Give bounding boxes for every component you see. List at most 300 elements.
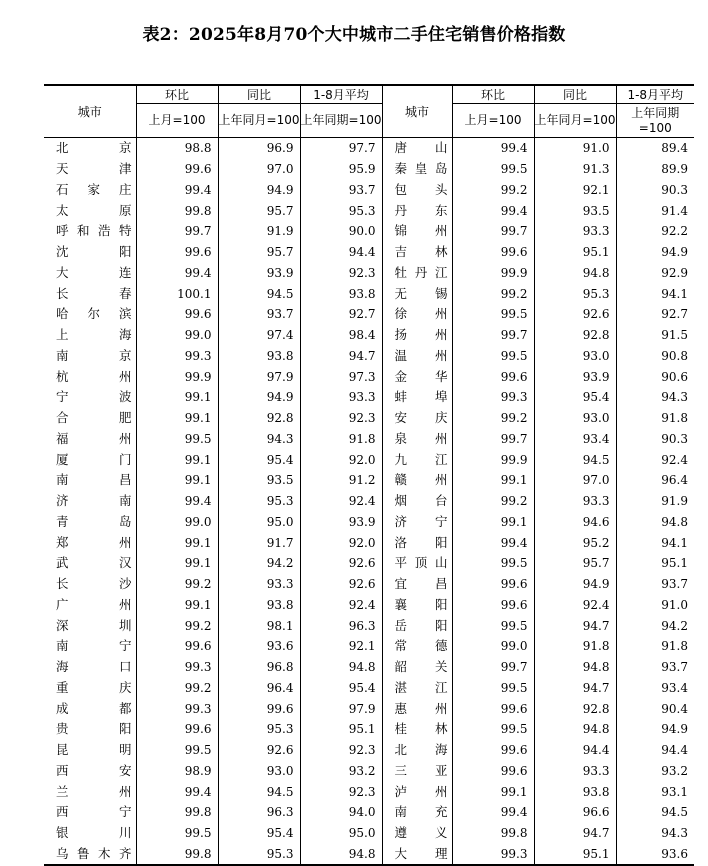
avg-value-left: 95.4	[300, 678, 382, 699]
yoy-value-left: 94.9	[218, 180, 300, 201]
city-name-left: 太原	[56, 202, 132, 218]
city-name-left: 兰州	[56, 783, 132, 799]
price-index-table	[44, 84, 694, 866]
yoy-value-left: 95.7	[218, 200, 300, 221]
mom-value-left: 98.9	[136, 761, 218, 782]
table-row	[44, 823, 694, 844]
mom-value-left: 99.3	[136, 346, 218, 367]
mom-value-right: 99.7	[452, 325, 534, 346]
yoy-value-left: 97.4	[218, 325, 300, 346]
city-name-right: 泉州	[382, 429, 452, 450]
city-name-left: 南昌	[56, 472, 132, 488]
avg-value-right: 93.2	[616, 761, 694, 782]
city-name-left: 上海	[56, 327, 132, 343]
mom-value-right: 99.5	[452, 553, 534, 574]
yoy-value-right: 95.4	[534, 387, 616, 408]
city-name-left: 青岛	[56, 513, 132, 529]
table-row	[44, 242, 694, 263]
avg-value-left: 93.2	[300, 761, 382, 782]
city-name-right: 湛江	[382, 678, 452, 699]
mom-value-right: 99.6	[452, 761, 534, 782]
yoy-value-right: 94.7	[534, 823, 616, 844]
yoy-value-left: 93.8	[218, 346, 300, 367]
mom-value-left: 99.4	[136, 491, 218, 512]
avg-value-right: 94.9	[616, 242, 694, 263]
avg-value-right: 92.4	[616, 449, 694, 470]
yoy-value-right: 94.8	[534, 263, 616, 284]
avg-value-left: 92.6	[300, 553, 382, 574]
yoy-value-left: 96.8	[218, 657, 300, 678]
yoy-value-right: 91.3	[534, 159, 616, 180]
table-row	[44, 387, 694, 408]
city-name-left: 长春	[56, 285, 132, 301]
mom-value-left: 99.3	[136, 698, 218, 719]
avg-value-right: 92.9	[616, 263, 694, 284]
yoy-value-left: 94.9	[218, 387, 300, 408]
mom-value-left: 99.8	[136, 802, 218, 823]
avg-value-right: 93.4	[616, 678, 694, 699]
mom-value-right: 99.5	[452, 678, 534, 699]
mom-value-left: 99.2	[136, 678, 218, 699]
table-row	[44, 366, 694, 387]
page-title: 表2：2025年8月70个大中城市二手住宅销售价格指数	[142, 25, 566, 45]
column-subheader-yoy-right: 上年同月=100	[534, 104, 616, 138]
yoy-value-right: 93.5	[534, 200, 616, 221]
yoy-value-left: 92.8	[218, 408, 300, 429]
yoy-value-right: 94.9	[534, 574, 616, 595]
avg-value-right: 94.3	[616, 387, 694, 408]
mom-value-left: 99.5	[136, 429, 218, 450]
avg-value-right: 89.4	[616, 138, 694, 159]
table-row	[44, 263, 694, 284]
mom-value-right: 99.3	[452, 387, 534, 408]
mom-value-right: 99.7	[452, 657, 534, 678]
mom-value-right: 99.2	[452, 408, 534, 429]
avg-value-left: 92.0	[300, 449, 382, 470]
avg-value-left: 92.4	[300, 491, 382, 512]
city-name-left: 沈阳	[56, 244, 132, 260]
avg-value-right: 91.9	[616, 491, 694, 512]
city-name-right: 烟台	[382, 491, 452, 512]
city-name-left: 天津	[56, 161, 132, 177]
mom-value-right: 99.5	[452, 615, 534, 636]
mom-value-left: 99.1	[136, 595, 218, 616]
mom-value-right: 99.6	[452, 698, 534, 719]
mom-value-left: 100.1	[136, 283, 218, 304]
city-name-left: 成都	[56, 700, 132, 716]
mom-value-right: 99.6	[452, 242, 534, 263]
city-name-right: 济宁	[382, 512, 452, 533]
city-name-right: 蚌埠	[382, 387, 452, 408]
avg-value-left: 92.1	[300, 636, 382, 657]
city-name-right: 温州	[382, 346, 452, 367]
yoy-value-right: 95.1	[534, 844, 616, 866]
yoy-value-right: 94.8	[534, 657, 616, 678]
table-row	[44, 221, 694, 242]
city-name-right: 遵义	[382, 823, 452, 844]
table-row	[44, 761, 694, 782]
mom-value-left: 98.8	[136, 138, 218, 159]
mom-value-right: 99.1	[452, 512, 534, 533]
yoy-value-right: 92.1	[534, 180, 616, 201]
yoy-value-right: 96.6	[534, 802, 616, 823]
avg-value-left: 93.8	[300, 283, 382, 304]
avg-value-left: 92.4	[300, 595, 382, 616]
yoy-value-left: 94.5	[218, 781, 300, 802]
yoy-value-left: 93.0	[218, 761, 300, 782]
city-name-right: 常德	[382, 636, 452, 657]
table-row	[44, 615, 694, 636]
avg-value-right: 90.3	[616, 180, 694, 201]
city-name-right: 赣州	[382, 470, 452, 491]
yoy-value-left: 97.9	[218, 366, 300, 387]
yoy-value-left: 93.3	[218, 574, 300, 595]
mom-value-right: 99.8	[452, 823, 534, 844]
table-row	[44, 180, 694, 201]
city-name-right: 洛阳	[382, 532, 452, 553]
yoy-value-left: 93.5	[218, 470, 300, 491]
avg-value-left: 94.8	[300, 657, 382, 678]
yoy-value-left: 95.3	[218, 719, 300, 740]
yoy-value-right: 91.8	[534, 636, 616, 657]
city-name-left: 海口	[56, 659, 132, 675]
city-name-right: 锦州	[382, 221, 452, 242]
avg-value-right: 94.3	[616, 823, 694, 844]
table-row	[44, 491, 694, 512]
avg-value-left: 94.4	[300, 242, 382, 263]
avg-value-left: 95.0	[300, 823, 382, 844]
avg-value-right: 90.3	[616, 429, 694, 450]
avg-value-left: 94.0	[300, 802, 382, 823]
yoy-value-right: 94.4	[534, 740, 616, 761]
avg-value-right: 95.1	[616, 553, 694, 574]
table-row	[44, 283, 694, 304]
city-name-right: 包头	[382, 180, 452, 201]
mom-value-left: 99.1	[136, 532, 218, 553]
mom-value-right: 99.5	[452, 159, 534, 180]
mom-value-right: 99.4	[452, 532, 534, 553]
table-row	[44, 346, 694, 367]
mom-value-right: 99.2	[452, 283, 534, 304]
yoy-value-right: 91.0	[534, 138, 616, 159]
city-name-left: 厦门	[56, 451, 132, 467]
city-name-left: 广州	[56, 596, 132, 612]
mom-value-left: 99.6	[136, 719, 218, 740]
column-header-avg-left: 1-8月平均	[300, 85, 382, 104]
column-subheader-mom-right: 上月=100	[452, 104, 534, 138]
table-row	[44, 553, 694, 574]
city-name-left: 济南	[56, 493, 132, 509]
city-name-left: 西宁	[56, 804, 132, 820]
table-row	[44, 802, 694, 823]
table-row	[44, 512, 694, 533]
avg-value-right: 94.9	[616, 719, 694, 740]
yoy-value-left: 98.1	[218, 615, 300, 636]
city-name-right: 泸州	[382, 781, 452, 802]
column-header-yoy-right: 同比	[534, 85, 616, 104]
yoy-value-left: 93.7	[218, 304, 300, 325]
avg-value-left: 92.6	[300, 574, 382, 595]
avg-value-left: 97.3	[300, 366, 382, 387]
avg-value-left: 90.0	[300, 221, 382, 242]
city-name-right: 唐山	[382, 138, 452, 159]
yoy-value-right: 95.3	[534, 283, 616, 304]
city-name-left: 宁波	[56, 389, 132, 405]
mom-value-left: 99.3	[136, 657, 218, 678]
yoy-value-right: 92.8	[534, 325, 616, 346]
table-row	[44, 698, 694, 719]
city-name-right: 惠州	[382, 698, 452, 719]
mom-value-right: 99.5	[452, 719, 534, 740]
avg-value-right: 94.4	[616, 740, 694, 761]
yoy-value-right: 93.3	[534, 221, 616, 242]
city-name-right: 吉林	[382, 242, 452, 263]
yoy-value-left: 96.4	[218, 678, 300, 699]
mom-value-right: 99.3	[452, 844, 534, 866]
avg-value-right: 91.5	[616, 325, 694, 346]
mom-value-left: 99.6	[136, 242, 218, 263]
avg-value-right: 92.2	[616, 221, 694, 242]
yoy-value-left: 91.7	[218, 532, 300, 553]
table-row	[44, 408, 694, 429]
yoy-value-right: 93.3	[534, 491, 616, 512]
avg-value-left: 97.7	[300, 138, 382, 159]
city-name-right: 秦皇岛	[382, 159, 452, 180]
avg-value-left: 91.2	[300, 470, 382, 491]
mom-value-right: 99.4	[452, 200, 534, 221]
yoy-value-right: 97.0	[534, 470, 616, 491]
city-name-right: 大理	[382, 844, 452, 866]
column-subheader-avg-left: 上年同期=100	[300, 104, 382, 138]
yoy-value-right: 92.8	[534, 698, 616, 719]
yoy-value-left: 93.6	[218, 636, 300, 657]
yoy-value-right: 92.4	[534, 595, 616, 616]
city-name-left: 深圳	[56, 617, 132, 633]
avg-value-left: 92.3	[300, 408, 382, 429]
yoy-value-left: 96.3	[218, 802, 300, 823]
mom-value-right: 99.1	[452, 781, 534, 802]
table-row	[44, 719, 694, 740]
header-row-2	[44, 104, 694, 138]
yoy-value-left: 94.2	[218, 553, 300, 574]
city-name-right: 韶关	[382, 657, 452, 678]
mom-value-left: 99.1	[136, 449, 218, 470]
mom-value-left: 99.2	[136, 574, 218, 595]
city-name-right: 金华	[382, 366, 452, 387]
yoy-value-right: 94.7	[534, 615, 616, 636]
table-row	[44, 678, 694, 699]
yoy-value-right: 93.4	[534, 429, 616, 450]
avg-value-right: 96.4	[616, 470, 694, 491]
city-name-right: 岳阳	[382, 615, 452, 636]
avg-value-left: 93.7	[300, 180, 382, 201]
column-subheader-avg-right: 上年同期=100	[616, 104, 694, 138]
mom-value-left: 99.1	[136, 553, 218, 574]
city-name-right: 三亚	[382, 761, 452, 782]
mom-value-right: 99.4	[452, 802, 534, 823]
yoy-value-right: 94.7	[534, 678, 616, 699]
mom-value-right: 99.7	[452, 429, 534, 450]
table-row	[44, 429, 694, 450]
avg-value-left: 93.9	[300, 512, 382, 533]
avg-value-right: 90.8	[616, 346, 694, 367]
mom-value-left: 99.1	[136, 387, 218, 408]
avg-value-left: 98.4	[300, 325, 382, 346]
mom-value-right: 99.6	[452, 574, 534, 595]
column-subheader-yoy-left: 上年同月=100	[218, 104, 300, 138]
mom-value-left: 99.0	[136, 325, 218, 346]
table-row	[44, 532, 694, 553]
city-name-left: 北京	[56, 140, 132, 156]
avg-value-left: 95.9	[300, 159, 382, 180]
table-row	[44, 200, 694, 221]
city-name-right: 平顶山	[382, 553, 452, 574]
city-name-right: 丹东	[382, 200, 452, 221]
yoy-value-left: 95.3	[218, 491, 300, 512]
column-subheader-mom-left: 上月=100	[136, 104, 218, 138]
yoy-value-left: 96.9	[218, 138, 300, 159]
avg-value-right: 91.8	[616, 408, 694, 429]
mom-value-left: 99.6	[136, 304, 218, 325]
city-name-right: 无锡	[382, 283, 452, 304]
avg-value-right: 91.4	[616, 200, 694, 221]
city-name-left: 哈尔滨	[56, 306, 132, 322]
avg-value-right: 94.1	[616, 532, 694, 553]
header-row-1	[44, 85, 694, 104]
column-header-mom-left: 环比	[136, 85, 218, 104]
city-name-left: 郑州	[56, 534, 132, 550]
avg-value-right: 93.7	[616, 574, 694, 595]
table-row	[44, 325, 694, 346]
city-name-right: 安庆	[382, 408, 452, 429]
city-name-left: 昆明	[56, 742, 132, 758]
city-name-left: 银川	[56, 825, 132, 841]
avg-value-left: 94.7	[300, 346, 382, 367]
column-header-mom-right: 环比	[452, 85, 534, 104]
city-name-left: 贵阳	[56, 721, 132, 737]
city-name-right: 徐州	[382, 304, 452, 325]
yoy-value-left: 95.7	[218, 242, 300, 263]
avg-value-left: 92.3	[300, 781, 382, 802]
yoy-value-left: 95.0	[218, 512, 300, 533]
mom-value-left: 99.4	[136, 180, 218, 201]
yoy-value-left: 95.4	[218, 823, 300, 844]
mom-value-left: 99.6	[136, 636, 218, 657]
avg-value-left: 96.3	[300, 615, 382, 636]
avg-value-right: 92.7	[616, 304, 694, 325]
avg-value-right: 94.5	[616, 802, 694, 823]
table-row	[44, 781, 694, 802]
city-name-left: 南宁	[56, 638, 132, 654]
mom-value-left: 99.2	[136, 615, 218, 636]
mom-value-left: 99.5	[136, 823, 218, 844]
mom-value-left: 99.4	[136, 781, 218, 802]
mom-value-right: 99.6	[452, 366, 534, 387]
table-row	[44, 574, 694, 595]
table-row	[44, 657, 694, 678]
city-name-right: 桂林	[382, 719, 452, 740]
city-name-right: 宜昌	[382, 574, 452, 595]
city-name-right: 南充	[382, 802, 452, 823]
mom-value-right: 99.9	[452, 263, 534, 284]
yoy-value-left: 92.6	[218, 740, 300, 761]
yoy-value-right: 94.8	[534, 719, 616, 740]
avg-value-left: 92.3	[300, 263, 382, 284]
mom-value-left: 99.4	[136, 263, 218, 284]
city-name-left: 长沙	[56, 576, 132, 592]
mom-value-left: 99.9	[136, 366, 218, 387]
mom-value-right: 99.5	[452, 304, 534, 325]
mom-value-left: 99.7	[136, 221, 218, 242]
yoy-value-right: 93.0	[534, 408, 616, 429]
avg-value-right: 93.7	[616, 657, 694, 678]
city-name-left: 南京	[56, 347, 132, 363]
table-body	[44, 138, 694, 866]
table-row	[44, 470, 694, 491]
city-name-left: 合肥	[56, 410, 132, 426]
avg-value-right: 94.2	[616, 615, 694, 636]
city-name-left: 重庆	[56, 679, 132, 695]
avg-value-left: 91.8	[300, 429, 382, 450]
avg-value-right: 94.1	[616, 283, 694, 304]
yoy-value-left: 97.0	[218, 159, 300, 180]
avg-value-right: 91.8	[616, 636, 694, 657]
yoy-value-right: 95.1	[534, 242, 616, 263]
mom-value-right: 99.9	[452, 449, 534, 470]
yoy-value-right: 92.6	[534, 304, 616, 325]
table-row	[44, 138, 694, 159]
city-name-left: 武汉	[56, 555, 132, 571]
yoy-value-right: 93.8	[534, 781, 616, 802]
table-row	[44, 449, 694, 470]
avg-value-left: 97.9	[300, 698, 382, 719]
city-name-left: 杭州	[56, 368, 132, 384]
mom-value-right: 99.5	[452, 346, 534, 367]
avg-value-left: 92.0	[300, 532, 382, 553]
mom-value-right: 99.0	[452, 636, 534, 657]
table-row	[44, 159, 694, 180]
table-row	[44, 844, 694, 866]
avg-value-right: 93.6	[616, 844, 694, 866]
mom-value-left: 99.6	[136, 159, 218, 180]
mom-value-right: 99.7	[452, 221, 534, 242]
yoy-value-right: 93.9	[534, 366, 616, 387]
avg-value-right: 89.9	[616, 159, 694, 180]
avg-value-right: 93.1	[616, 781, 694, 802]
mom-value-right: 99.4	[452, 138, 534, 159]
column-header-city-right: 城市	[382, 85, 452, 138]
yoy-value-left: 94.3	[218, 429, 300, 450]
mom-value-left: 99.1	[136, 470, 218, 491]
avg-value-left: 92.3	[300, 740, 382, 761]
avg-value-left: 94.8	[300, 844, 382, 866]
yoy-value-right: 93.0	[534, 346, 616, 367]
city-name-left: 石家庄	[56, 181, 132, 197]
avg-value-left: 95.1	[300, 719, 382, 740]
city-name-right: 九江	[382, 449, 452, 470]
yoy-value-right: 94.6	[534, 512, 616, 533]
mom-value-right: 99.6	[452, 740, 534, 761]
city-name-right: 牡丹江	[382, 263, 452, 284]
yoy-value-left: 93.8	[218, 595, 300, 616]
mom-value-right: 99.1	[452, 470, 534, 491]
mom-value-left: 99.5	[136, 740, 218, 761]
city-name-right: 北海	[382, 740, 452, 761]
yoy-value-left: 95.3	[218, 844, 300, 866]
avg-value-right: 90.4	[616, 698, 694, 719]
table-row	[44, 740, 694, 761]
city-name-left: 乌鲁木齐	[44, 844, 136, 866]
